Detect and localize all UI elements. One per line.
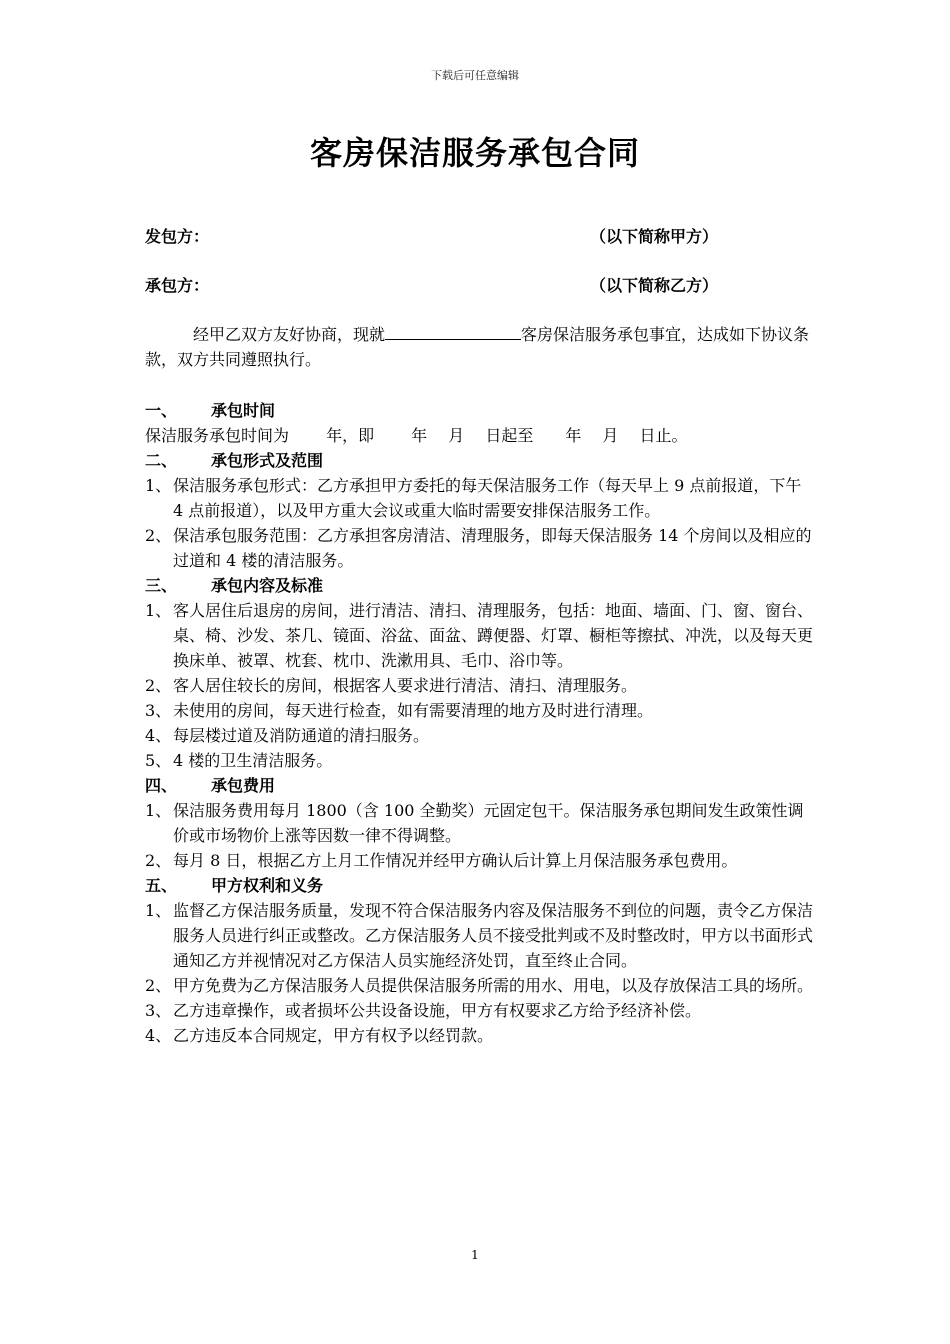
section-text: 保洁服务承包时间为 年，即 年 月 日起至 年 月 日止。: [145, 426, 688, 445]
party-b-label: 承包方：: [145, 276, 210, 295]
item-text: 未使用的房间，每天进行检查，如有需要清理的地方及时进行清理。: [173, 701, 654, 720]
item-number: 2、: [145, 676, 172, 695]
list-item: [145, 848, 815, 873]
item-number: 3、: [145, 1001, 172, 1020]
section-title: 甲方权利和义务: [211, 876, 324, 895]
item-number: 2、: [145, 851, 172, 870]
item-number: 4、: [145, 726, 172, 745]
section-title: 承包时间: [211, 401, 276, 420]
section-number: 一、: [145, 401, 178, 420]
item-text: 客人居住较长的房间，根据客人要求进行清洁、清扫、清理服务。: [173, 676, 638, 695]
section-number: 四、: [145, 776, 178, 795]
item-text: 4 楼的卫生清洁服务。: [173, 751, 333, 770]
item-text: 客人居住后退房的房间，进行清洁、清扫、清理服务，包括：地面、墙面、门、窗、窗台、桌、椅、沙发、茶几、镜面、浴盆、面盆、蹲便器、灯罩、橱柜等擦拭、冲洗，以及每天更换床单、被罩、枕套、枕巾、洗漱用具、毛巾、浴巾等。: [173, 601, 814, 670]
item-text: 保洁服务费用每月 1800（含 100 全勤奖）元固定包干。保洁服务承包期间发生政策性调价或市场物价上涨等因数一律不得调整。: [173, 801, 804, 845]
item-number: 1、: [145, 801, 172, 820]
section-number: 三、: [145, 576, 178, 595]
section-number: 二、: [145, 451, 178, 470]
list-item: [145, 473, 815, 523]
list-item: [145, 798, 815, 848]
section-heading: [145, 873, 815, 898]
item-number: 5、: [145, 751, 172, 770]
party-b-line: [145, 274, 805, 298]
section-number: 五、: [145, 876, 178, 895]
intro-text-after: 客房保洁服务承包事宜，达成如下协议条款，双方共同遵照执行。: [145, 325, 810, 369]
item-number: 1、: [145, 601, 172, 620]
item-text: 甲方免费为乙方保洁服务人员提供保洁服务所需的用水、用电，以及存放保洁工具的场所。: [173, 976, 814, 995]
list-item: [145, 973, 815, 998]
page-number: 1: [471, 1248, 479, 1262]
contract-body: [145, 396, 815, 1048]
intro-paragraph: [145, 321, 815, 372]
item-text: 乙方违章操作，或者损坏公共设备设施，甲方有权要求乙方给予经济补偿。: [173, 1001, 702, 1020]
party-a-note: （以下简称甲方）: [590, 227, 719, 246]
intro-text-before: 经甲乙双方友好协商，现就: [193, 325, 386, 344]
header-note: 下载后可任意编辑: [431, 69, 519, 82]
document-title: 客房保洁服务承包合同: [309, 134, 640, 172]
section-heading: [145, 573, 815, 598]
list-item: [145, 698, 815, 723]
list-item: [145, 523, 815, 573]
list-item: [145, 898, 815, 973]
item-text: 每月 8 日，根据乙方上月工作情况并经甲方确认后计算上月保洁服务承包费用。: [173, 851, 738, 870]
section-title: 承包形式及范围: [211, 451, 324, 470]
list-item: [145, 723, 815, 748]
item-number: 4、: [145, 1026, 172, 1045]
list-item: [145, 598, 815, 673]
section-heading: [145, 773, 815, 798]
list-item: [145, 998, 815, 1023]
item-number: 1、: [145, 476, 172, 495]
party-a-label: 发包方：: [145, 227, 210, 246]
list-item: [145, 673, 815, 698]
project-name-blank: [385, 321, 521, 340]
item-text: 乙方违反本合同规定，甲方有权予以经罚款。: [173, 1026, 494, 1045]
list-item: [145, 1023, 815, 1048]
item-text: 保洁服务承包形式：乙方承担甲方委托的每天保洁服务工作（每天早上 9 点前报道，下午 4 点前报道），以及甲方重大会议或重大临时需要安排保洁服务工作。: [173, 476, 802, 520]
item-text: 保洁承包服务范围：乙方承担客房清洁、清理服务，即每天保洁服务 14 个房间以及相应的过道和 4 楼的清洁服务。: [173, 526, 812, 570]
item-number: 2、: [145, 526, 172, 545]
item-number: 1、: [145, 901, 172, 920]
section-heading: [145, 448, 815, 473]
party-b-note: （以下简称乙方）: [590, 276, 719, 295]
section-title: 承包内容及标准: [211, 576, 324, 595]
section-title: 承包费用: [211, 776, 276, 795]
party-a-line: [145, 225, 805, 249]
item-number: 2、: [145, 976, 172, 995]
item-text: 每层楼过道及消防通道的清扫服务。: [173, 726, 430, 745]
list-item: [145, 748, 815, 773]
item-text: 监督乙方保洁服务质量，发现不符合保洁服务内容及保洁服务不到位的问题，责令乙方保洁服务人员进行纠正或整改。乙方保洁服务人员不接受批判或不及时整改时，甲方以书面形式通知乙方并视情况对乙方保洁人员实施经济处罚，直至终止合同。: [173, 901, 814, 970]
section-heading: [145, 398, 815, 423]
item-number: 3、: [145, 701, 172, 720]
